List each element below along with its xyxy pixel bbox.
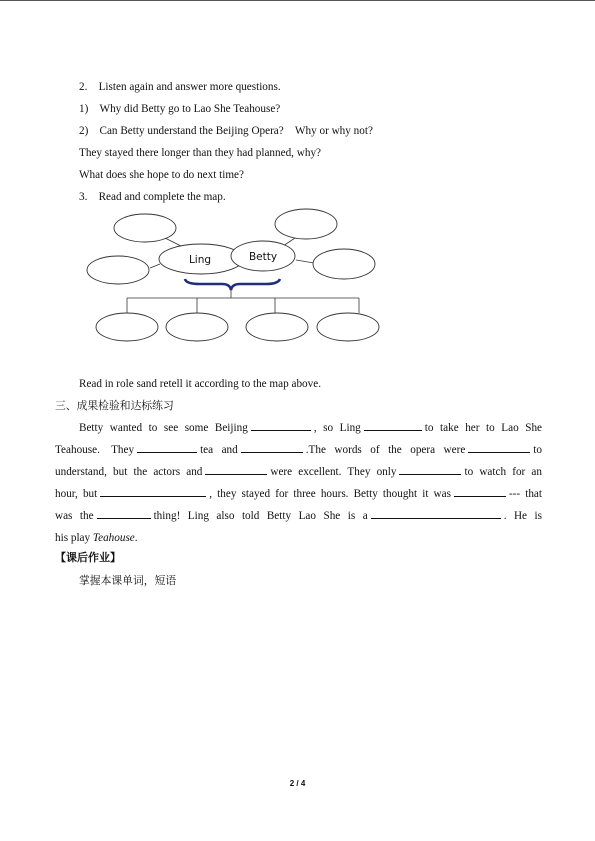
question-2-3: They stayed there longer than they had planned, why? <box>79 147 322 159</box>
question-2: 2. Listen again and answer more questions. <box>79 81 281 93</box>
map-blank-node-top-right <box>275 209 337 239</box>
passage-text: to watch for an <box>464 466 542 478</box>
homework-content: 掌握本课单词，短语 <box>79 574 177 587</box>
map-connector <box>150 264 160 268</box>
answer-blank <box>241 442 303 453</box>
mind-map <box>0 200 595 350</box>
answer-blank <box>364 420 422 431</box>
question-3: 3. Read and complete the map. <box>79 191 226 203</box>
passage-row-4 <box>55 483 542 505</box>
retell-instruction: Read in role sand retell it according to the map above. <box>79 378 322 390</box>
map-blank-node-bottom-3 <box>246 313 308 341</box>
answer-blank <box>205 464 267 475</box>
map-blank-node-top-left <box>114 214 176 242</box>
page-number: 2 / 4 <box>289 779 306 788</box>
passage-row-5 <box>55 505 542 527</box>
passage-text: --- that <box>508 488 542 500</box>
homework-title: 【课后作业】 <box>55 551 121 564</box>
question-2-2: 2) Can Betty understand the Beijing Opera? Why or why not? <box>79 125 373 137</box>
passage-text: . He is <box>503 510 542 522</box>
answer-blank <box>251 420 311 431</box>
map-blank-node-bottom-1 <box>96 313 158 341</box>
passage-row-3 <box>55 461 542 483</box>
map-label-ling: Ling <box>188 254 212 266</box>
passage-text: his play <box>55 532 93 544</box>
answer-blank <box>454 486 506 497</box>
answer-blank <box>137 442 197 453</box>
map-brace <box>185 279 280 290</box>
map-blank-node-right <box>313 249 375 279</box>
answer-blank <box>97 508 151 519</box>
passage-row-6 <box>55 527 542 549</box>
passage-text: understand, but the actors and <box>55 466 203 478</box>
question-2-1: 1) Why did Betty go to Lao She Teahouse? <box>79 103 281 115</box>
page-top-rule <box>0 0 595 1</box>
passage-text: tea and <box>200 444 238 456</box>
map-blank-node-bottom-2 <box>166 313 228 341</box>
passage-text: were excellent. They only <box>270 466 397 478</box>
passage-text: , they stayed for three hours. Betty thought it was <box>209 488 451 500</box>
cloze-passage <box>55 417 542 549</box>
map-label-betty: Betty <box>248 251 278 263</box>
passage-text: to <box>533 444 542 456</box>
map-blank-node-bottom-4 <box>317 313 379 341</box>
answer-blank <box>371 508 501 519</box>
answer-blank <box>100 486 206 497</box>
section-title: 三、成果检验和达标练习 <box>55 399 174 412</box>
passage-text: was the <box>55 510 94 522</box>
passage-text: to take her to Lao She <box>424 422 542 434</box>
question-2-4: What does she hope to do next time? <box>79 169 244 181</box>
passage-row-1 <box>55 417 542 439</box>
answer-blank <box>399 464 461 475</box>
play-title: Teahouse <box>92 532 135 544</box>
passage-text: Betty wanted to see some Beijing <box>79 422 248 434</box>
passage-text: .The words of the opera were <box>305 444 466 456</box>
passage-text: hour, but <box>55 488 98 500</box>
passage-text: , so Ling <box>313 422 361 434</box>
passage-row-2 <box>55 439 542 461</box>
passage-text: thing! Ling also told Betty Lao She is a <box>153 510 368 522</box>
passage-text: . <box>134 532 138 544</box>
map-blank-node-left <box>87 256 149 284</box>
passage-text: Teahouse. They <box>55 444 135 456</box>
answer-blank <box>468 442 530 453</box>
map-connector <box>296 260 314 263</box>
